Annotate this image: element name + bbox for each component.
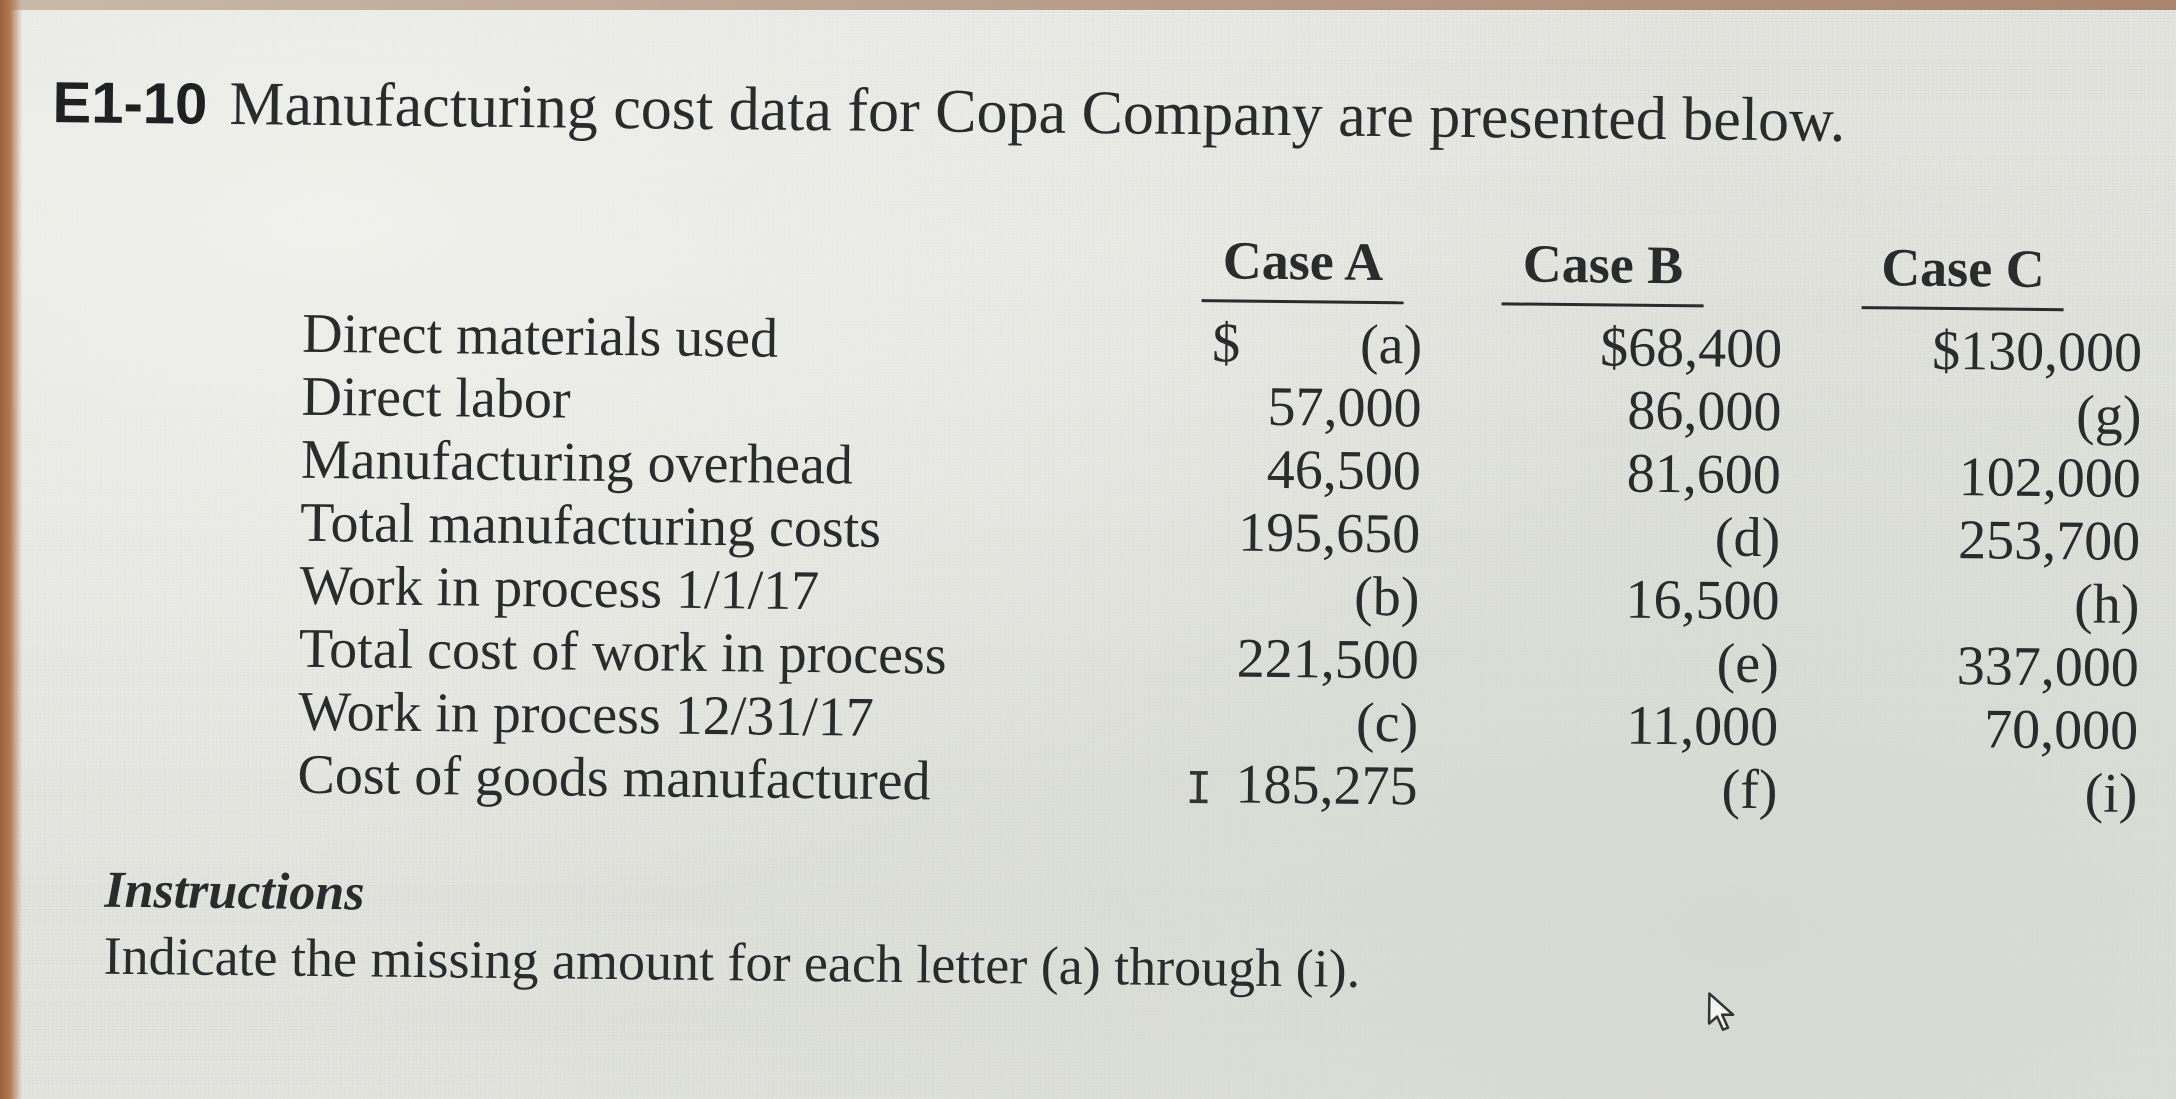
dollar-sign: $ [1211,312,1241,375]
row-label: Work in process 1/1/17 [299,554,820,623]
cell-case-c: (g) [2075,384,2142,448]
row-label: Direct materials used [301,302,779,370]
row-label: Total manufacturing costs [299,491,882,560]
cell-case-c: 253,700 [1957,509,2141,574]
cell-case-c: 70,000 [1983,698,2139,763]
cell-case-b: 86,000 [1627,379,1782,444]
cost-data-table [297,220,2143,826]
cell-case-b: 16,500 [1625,568,1780,633]
cell-case-b: 11,000 [1625,694,1779,759]
cell-case-a: 195,650 [1237,501,1421,566]
cell-case-b: (e) [1716,632,1780,696]
blank-header [303,220,1184,312]
cell-case-b: 81,600 [1626,442,1782,507]
cell-case-a: 221,500 [1236,627,1420,692]
cell-case-b: (d) [1714,506,1781,570]
cell-case-a: (b) [1353,565,1420,629]
header-case-a [1182,229,1423,315]
cell-case-c: (i) [2084,762,2138,826]
cell-case-c: $130,000 [1931,319,2143,385]
cell-case-a: 57,000 [1267,375,1422,440]
exercise-number: E1-10 [52,70,208,137]
value-a: (a) [1359,313,1423,377]
cell-case-a: 46,500 [1266,438,1422,503]
cell-case-c: (h) [2073,573,2140,637]
header-case-c [1782,235,2143,322]
case-a-label: Case A [1202,229,1405,304]
case-c-label: Case C [1862,236,2065,311]
row-label: Cost of goods manufactured [297,743,931,813]
cell-case-a: 185,275 [1235,753,1418,818]
row-label: Manufacturing overhead [300,428,854,497]
exercise-statement: Manufacturing cost data for Copa Company are presented below. [229,69,1846,155]
cell-case-c: 337,000 [1956,635,2140,700]
cell-case-a [1182,312,1423,378]
row-label: Work in process 12/31/17 [297,680,875,749]
cell-case-c: 102,000 [1958,446,2142,511]
cell-case-b: $68,400 [1599,316,1783,381]
case-b-label: Case B [1502,232,1705,307]
cell-case-b: (f) [1721,758,1778,822]
text-cursor-icon: I [1185,763,1213,815]
instructions-heading: Instructions [104,861,365,922]
row-label: Total cost of work in process [298,617,947,687]
cell-case-a: (c) [1355,691,1419,755]
exercise-title [52,61,1846,162]
arrow-pointer-icon [1707,992,1737,1032]
header-case-b [1422,231,1783,318]
row-label: Direct labor [301,365,571,431]
instructions-text: Indicate the missing amount for each letter (a) through (i). [103,925,1361,999]
